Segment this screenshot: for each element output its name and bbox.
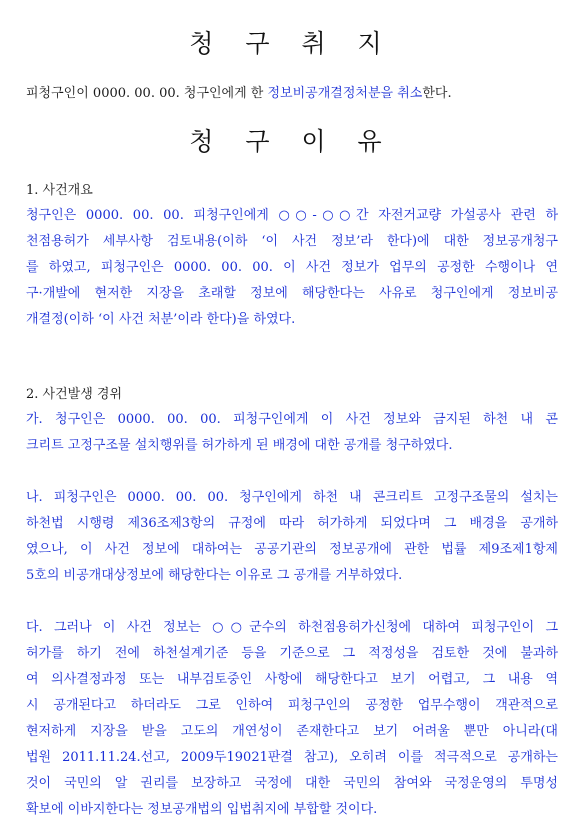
purpose-suffix: 한다. — [422, 86, 452, 101]
title-reasons: 청 구 이 유 — [189, 127, 394, 156]
para-da-line-5: 현저하게 지장을 받을 고도의 개연성이 존재한다고 보기 어려울 뿐만 아니라(대 — [26, 724, 558, 739]
para-da-line-1: 다. 그러나 이 사건 정보는 ○○군수의 하천점용허가신청에 대하여 피청구인이 그 — [26, 620, 558, 635]
purpose-highlight: 정보비공개결정처분을 취소 — [267, 86, 423, 101]
para-na-line-4: 5호의 비공개대상정보에 해당한다는 이유로 그 공개를 거부하였다. — [26, 568, 403, 583]
section1-line-2: 천점용허가 세부사항 검토내용(이하 ‘이 사건 정보’라 한다)에 대한 정보공개청구 — [26, 234, 558, 249]
purpose-sentence — [26, 86, 452, 102]
para-ga-line-2: 크리트 고정구조물 설치행위를 허가하게 된 배경에 대한 공개를 청구하였다. — [26, 438, 453, 453]
para-na-line-1: 나. 피청구인은 0000. 00. 00. 청구인에게 하천 내 콘크리트 고정구조물의 설치는 — [26, 490, 558, 505]
para-na-line-2: 하천법 시행령 제36조제3항의 규정에 따라 허가하게 되었다며 그 배경을 공개하 — [26, 516, 558, 531]
para-da-line-8: 확보에 이바지한다는 정보공개법의 입법취지에 부합할 것이다. — [26, 802, 378, 817]
para-da-line-2: 허가를 하기 전에 하천설계기준 등을 기준으로 그 적정성을 검토한 것에 불과하 — [26, 646, 558, 661]
para-na-line-3: 였으나, 이 사건 정보에 대하여는 공공기관의 정보공개에 관한 법률 제9조제1항제 — [26, 542, 558, 557]
para-ga-line-1: 가. 청구인은 0000. 00. 00. 피청구인에게 이 사건 정보와 금지된 하천 내 콘 — [26, 412, 558, 427]
para-da-line-7: 것이 국민의 알 권리를 보장하고 국정에 대한 국민의 참여와 국정운영의 투명성 — [26, 776, 558, 791]
section1-line-1: 청구인은 0000. 00. 00. 피청구인에게 ○○-○○간 자전거교량 가설공사 관련 하 — [26, 208, 558, 223]
section1-line-5: 개결정(이하 ‘이 사건 처분’이라 한다)을 하였다. — [26, 312, 296, 327]
section1-line-4: 구·개발에 현저한 지장을 초래할 정보에 해당한다는 사유로 청구인에게 정보비공 — [26, 286, 558, 301]
section2-heading: 2. 사건발생 경위 — [26, 387, 123, 402]
purpose-prefix: 피청구인이 0000. 00. 00. 청구인에게 한 — [26, 86, 268, 101]
section1-line-3: 를 하였고, 피청구인은 0000. 00. 00. 이 사건 정보가 업무의 공정한 수행이나 연 — [26, 260, 558, 275]
para-da-line-6: 법원 2011.11.24.선고, 2009두19021판결 참고), 오히려 이를 적극적으로 공개하는 — [26, 750, 558, 765]
para-da-line-3: 여 의사결정과정 또는 내부검토중인 사항에 해당한다고 보기 어렵고, 그 내용 역 — [26, 672, 558, 687]
section1-heading: 1. 사건개요 — [26, 183, 93, 198]
title-purpose: 청 구 취 지 — [189, 29, 394, 58]
para-da-line-4: 시 공개된다고 하더라도 그로 인하여 피청구인의 공정한 업무수행이 객관적으로 — [26, 698, 558, 713]
